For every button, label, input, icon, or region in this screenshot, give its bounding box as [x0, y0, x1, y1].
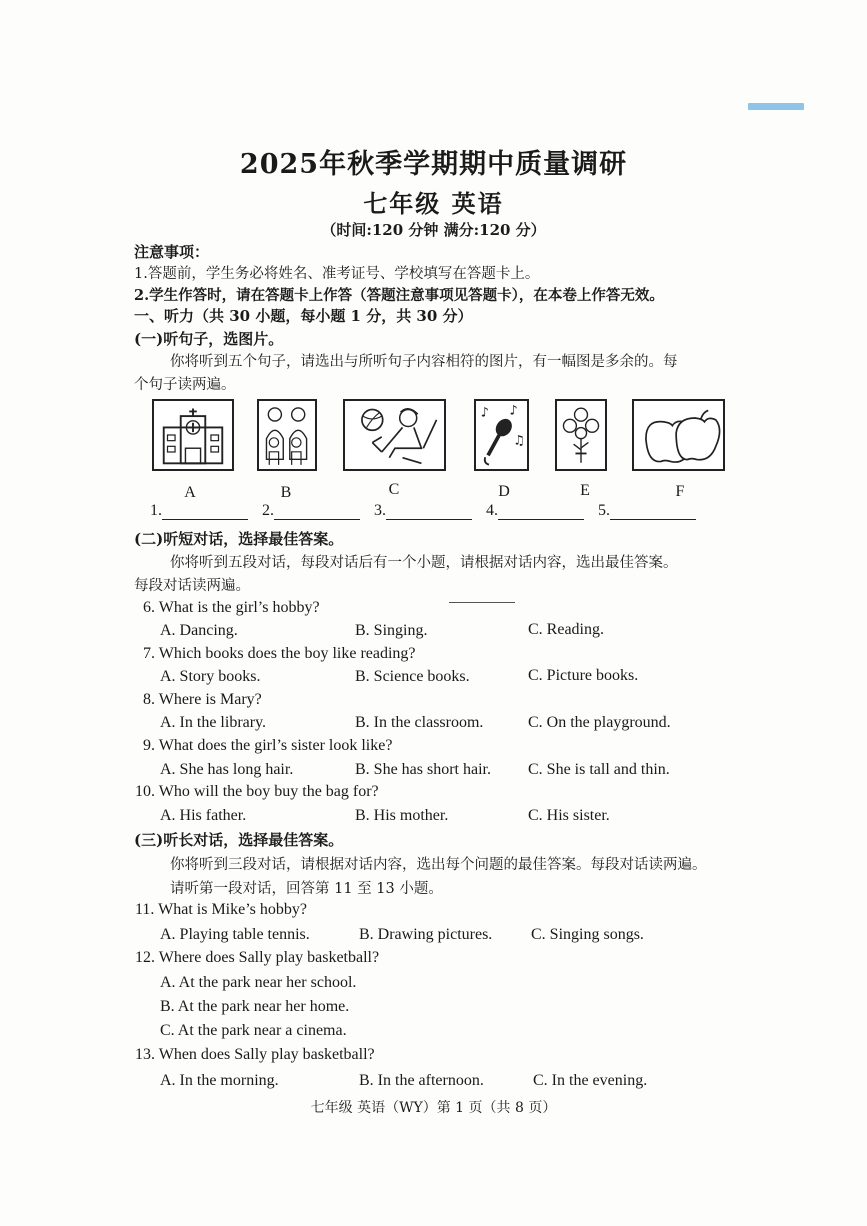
apples-icon [634, 401, 723, 469]
question-12: 12. Where does Sally play basketball? [135, 949, 380, 966]
blank-label-3: 3. [374, 502, 386, 519]
blank-label-4: 4. [486, 502, 498, 519]
part3-title: (三)听长对话，选择最佳答案。 [134, 831, 344, 849]
question-13: 13. When does Sally play basketball? [135, 1046, 375, 1063]
picture-label-b: B [280, 484, 292, 501]
picture-label-e: E [580, 482, 590, 499]
page-footer: 七年级 英语（WY）第 1 页（共 8 页） [310, 1100, 557, 1116]
notes-heading: 注意事项： [134, 243, 210, 261]
question-9: 9. What does the girl’s sister look like? [143, 737, 393, 754]
family-icon [259, 401, 315, 469]
q9-option-c[interactable]: C. She is tall and thin. [528, 761, 670, 778]
picture-c [343, 399, 446, 471]
q11-option-a[interactable]: A. Playing table tennis. [160, 926, 310, 943]
q9-option-b[interactable]: B. She has short hair. [355, 761, 491, 778]
q7-option-b[interactable]: B. Science books. [355, 668, 470, 685]
question-11: 11. What is Mike’s hobby? [135, 901, 307, 918]
exam-title: 2025年秋季学期期中质量调研 [239, 149, 628, 180]
q6-option-b[interactable]: B. Singing. [355, 622, 428, 639]
hospital-icon [154, 401, 232, 469]
picture-a [152, 399, 234, 471]
picture-e [555, 399, 607, 471]
scan-mark-line [449, 602, 515, 603]
exam-time-info: （时间:120 分钟 满分:120 分） [321, 221, 546, 239]
q11-option-c[interactable]: C. Singing songs. [531, 926, 644, 943]
q7-option-a[interactable]: A. Story books. [160, 668, 261, 685]
part1-instruction-2: 个句子读两遍。 [134, 377, 236, 393]
microphone-music-icon [476, 401, 527, 469]
q13-option-b[interactable]: B. In the afternoon. [359, 1072, 484, 1089]
q13-option-a[interactable]: A. In the morning. [160, 1072, 279, 1089]
answer-blank-5[interactable] [610, 503, 696, 520]
picture-d [474, 399, 529, 471]
part3-instruction-1: 你将听到三段对话，请根据对话内容，选出每个问题的最佳答案。每段对话读两遍。 [170, 857, 707, 873]
q6-option-a[interactable]: A. Dancing. [160, 622, 238, 639]
blank-label-1: 1. [150, 502, 162, 519]
notes-item-1: 1.答题前，学生务必将姓名、准考证号、学校填写在答题卡上。 [134, 266, 540, 282]
q9-option-a[interactable]: A. She has long hair. [160, 761, 294, 778]
part2-instruction-2: 每段对话读两遍。 [134, 578, 250, 594]
exam-subject: 七年级 英语 [363, 189, 504, 218]
picture-label-a: A [184, 484, 196, 501]
q8-option-c[interactable]: C. On the playground. [528, 714, 671, 731]
picture-b [257, 399, 317, 471]
svg-text:♪: ♪ [509, 403, 518, 419]
q8-option-b[interactable]: B. In the classroom. [355, 714, 484, 731]
picture-label-d: D [498, 483, 510, 500]
notes-item-2: 2.学生作答时，请在答题卡上作答（答题注意事项见答题卡），在本卷上作答无效。 [134, 287, 664, 304]
q10-option-a[interactable]: A. His father. [160, 807, 247, 824]
answer-blank-4[interactable] [498, 503, 584, 520]
answer-blank-3[interactable] [386, 503, 472, 520]
picture-f [632, 399, 725, 471]
part2-title: (二)听短对话，选择最佳答案。 [134, 530, 344, 548]
part1-instruction-1: 你将听到五个句子，请选出与所听句子内容相符的图片，有一幅图是多余的。每 [170, 354, 678, 370]
answer-blanks-row [150, 502, 696, 520]
svg-text:♪: ♪ [480, 405, 489, 421]
blank-label-2: 2. [262, 502, 274, 519]
part3-instruction-2: 请听第一段对话，回答第 11 至 13 小题。 [170, 881, 443, 897]
q10-option-c[interactable]: C. His sister. [528, 807, 610, 824]
part1-title: (一)听句子，选图片。 [134, 330, 284, 348]
q6-option-c[interactable]: C. Reading. [528, 621, 604, 638]
q12-option-b[interactable]: B. At the park near her home. [160, 998, 350, 1015]
volleyball-girl-icon [345, 401, 444, 469]
question-10: 10. Who will the boy buy the bag for? [135, 783, 379, 800]
question-6: 6. What is the girl’s hobby? [143, 599, 320, 616]
svg-text:♫: ♫ [513, 433, 525, 449]
page-tab-mark [748, 103, 804, 110]
q10-option-b[interactable]: B. His mother. [355, 807, 449, 824]
q12-option-c[interactable]: C. At the park near a cinema. [160, 1022, 347, 1039]
q8-option-a[interactable]: A. In the library. [160, 714, 267, 731]
q12-option-a[interactable]: A. At the park near her school. [160, 974, 357, 991]
picture-label-f: F [675, 483, 685, 500]
flowers-icon [557, 401, 605, 469]
answer-blank-2[interactable] [274, 503, 360, 520]
question-8: 8. Where is Mary? [143, 691, 262, 708]
q13-option-c[interactable]: C. In the evening. [533, 1072, 648, 1089]
question-7: 7. Which books does the boy like reading? [143, 645, 416, 662]
picture-label-c: C [388, 481, 400, 498]
part2-instruction-1: 你将听到五段对话，每段对话后有一个小题，请根据对话内容，选出最佳答案。 [170, 555, 678, 571]
q7-option-c[interactable]: C. Picture books. [528, 667, 639, 684]
answer-blank-1[interactable] [162, 503, 248, 520]
q11-option-b[interactable]: B. Drawing pictures. [359, 926, 493, 943]
blank-label-5: 5. [598, 502, 610, 519]
section1-title: 一、听力（共 30 小题，每小题 1 分，共 30 分） [134, 307, 473, 325]
